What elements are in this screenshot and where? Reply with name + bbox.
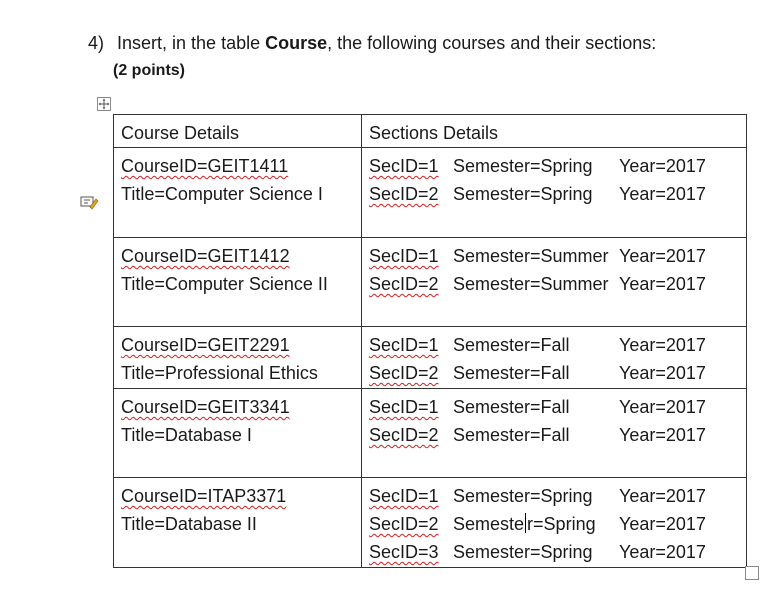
section-semester-part-a: Semeste [453,514,525,534]
section-year: Year=2017 [619,246,706,266]
sections-cell[interactable] [362,238,747,327]
section-semester: Semester=Spring [453,542,593,562]
section-id: SecID=2 [369,514,439,534]
table-row [114,478,747,568]
section-year: Year=2017 [619,335,706,355]
course-title: Title=Database II [121,514,257,534]
section-semester [453,510,619,538]
section-line [369,421,739,449]
course-id: CourseID=GEIT1411 [121,156,289,176]
header-course-details[interactable] [114,115,362,148]
course-id: CourseID=GEIT2291 [121,335,290,355]
section-id: SecID=1 [369,335,439,355]
section-id: SecID=2 [369,363,439,383]
course-title: Title=Database I [121,425,252,445]
sections-cell[interactable] [362,148,747,238]
section-semester: Semester=Spring [453,156,593,176]
question-number: 4) [88,33,105,53]
question-text-after: , the following courses and their sections: [327,33,657,53]
section-id: SecID=3 [369,542,439,562]
section-line [369,538,739,566]
sections-cell[interactable] [362,327,747,389]
course-cell[interactable] [114,238,362,327]
section-line [369,331,739,359]
section-line [369,242,739,270]
table-row [114,238,747,327]
course-cell[interactable] [114,327,362,389]
course-cell[interactable] [114,389,362,478]
course-title: Title=Computer Science II [121,274,328,294]
section-semester: Semester=Fall [453,335,570,355]
section-line [369,270,739,298]
table-row [114,389,747,478]
section-year: Year=2017 [619,156,706,176]
section-line [369,393,739,421]
section-year: Year=2017 [619,514,706,534]
section-year: Year=2017 [619,397,706,417]
course-cell[interactable] [114,148,362,238]
section-id: SecID=1 [369,156,439,176]
course-title: Title=Professional Ethics [121,363,318,383]
section-id: SecID=1 [369,397,439,417]
table-header-row [114,115,747,148]
section-semester: Semester=Spring [453,184,593,204]
table-move-handle-icon[interactable] [97,97,111,111]
section-line [369,482,739,510]
section-semester: Semester=Fall [453,363,570,383]
header-sections-details[interactable] [362,115,747,148]
course-id: CourseID=GEIT3341 [121,397,290,417]
section-semester-part-b: r=Spring [527,514,596,534]
section-semester: Semester=Fall [453,425,570,445]
section-line [369,359,739,387]
section-year: Year=2017 [619,425,706,445]
text-cursor [525,513,526,533]
course-id: CourseID=GEIT1412 [121,246,290,266]
section-id: SecID=2 [369,274,439,294]
section-id: SecID=2 [369,184,439,204]
section-id: SecID=1 [369,486,439,506]
table-resize-handle-icon[interactable] [745,566,759,580]
sections-cell[interactable] [362,478,747,568]
section-year: Year=2017 [619,542,706,562]
table-row [114,327,747,389]
course-table [113,114,747,568]
section-line [369,510,739,538]
table-name: Course [265,33,328,53]
points-label [113,60,185,82]
table-row [114,148,747,238]
header-course-label: Course Details [121,123,240,143]
section-year: Year=2017 [619,184,706,204]
points-value: (2 points) [113,62,185,79]
course-title: Title=Computer Science I [121,184,323,204]
section-semester: Semester=Fall [453,397,570,417]
section-year: Year=2017 [619,274,706,294]
course-id: CourseID=ITAP3371 [121,486,287,506]
question-text-before: Insert, in the table [117,33,266,53]
course-cell[interactable] [114,478,362,568]
autocorrect-options-icon[interactable] [80,193,100,211]
section-semester: Semester=Spring [453,486,593,506]
section-line [369,152,739,180]
question-text [88,31,656,55]
section-line [369,180,739,208]
sections-cell[interactable] [362,389,747,478]
section-semester: Semester=Summer [453,246,609,266]
header-sections-label: Sections Details [369,123,499,143]
section-semester: Semester=Summer [453,274,609,294]
section-id: SecID=2 [369,425,439,445]
section-id: SecID=1 [369,246,439,266]
section-year: Year=2017 [619,486,706,506]
section-year: Year=2017 [619,363,706,383]
